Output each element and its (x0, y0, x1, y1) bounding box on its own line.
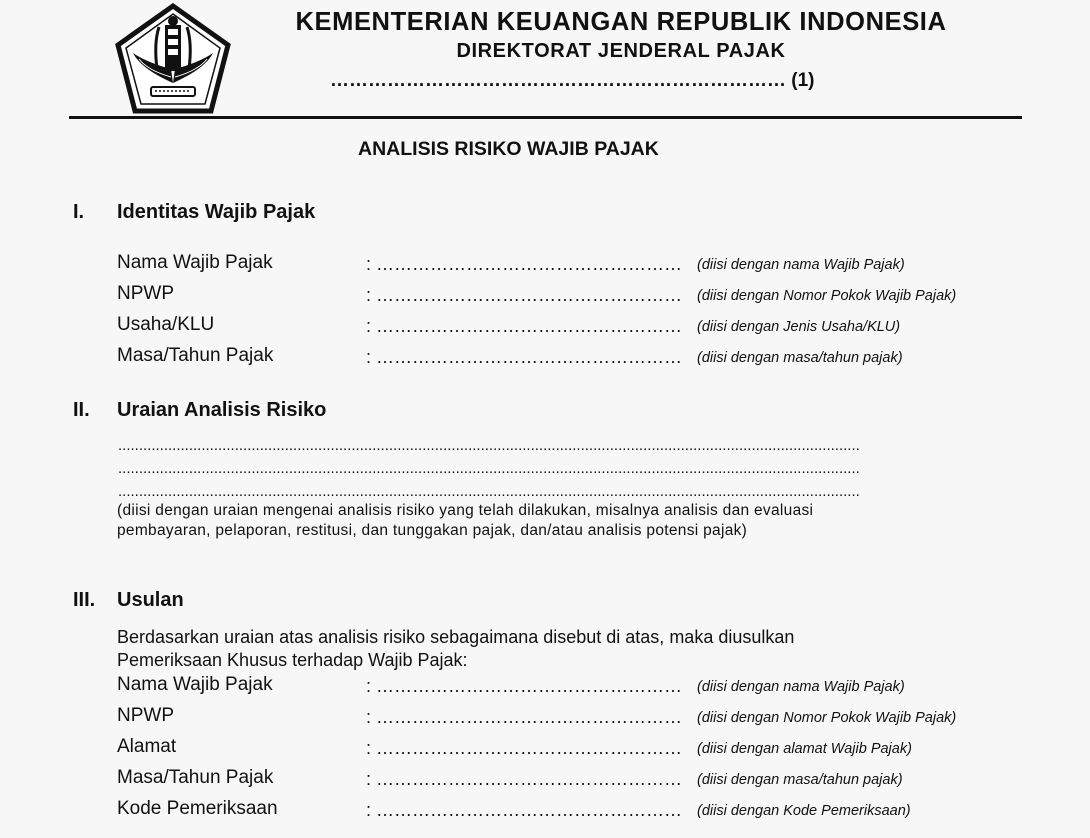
section-3-number: III. (73, 589, 96, 611)
field-hint: (diisi dengan Kode Pemeriksaan) (697, 803, 911, 819)
field-value: : …………………………………………… (366, 800, 683, 820)
field-value: : …………………………………………… (366, 769, 683, 789)
field-label: Nama Wajib Pajak (117, 674, 273, 695)
field-hint: (diisi dengan masa/tahun pajak) (697, 772, 903, 788)
field-label: Usaha/KLU (117, 314, 215, 335)
document-title: ANALISIS RISIKO WAJIB PAJAK (358, 138, 659, 160)
field-value: : …………………………………………… (366, 738, 683, 758)
section-1-title: Identitas Wajib Pajak (117, 201, 316, 223)
field-label: Masa/Tahun Pajak (117, 345, 274, 366)
header-divider (69, 116, 1022, 119)
section-2-note: (diisi dengan uraian mengenai analisis risiko yang telah dilakukan, misalnya analisis dan evaluasi (117, 502, 814, 519)
field-label: NPWP (117, 283, 174, 304)
section-2-number: II. (73, 399, 90, 421)
section-3-intro: Berdasarkan uraian atas analisis risiko sebagaimana disebut di atas, maka diusulkan (117, 627, 795, 647)
field-value: : …………………………………………… (366, 347, 683, 367)
blank-line: .................................................................................................................................................................................. (118, 460, 860, 477)
field-value: : …………………………………………… (366, 316, 683, 336)
field-hint: (diisi dengan masa/tahun pajak) (697, 350, 903, 366)
field-hint: (diisi dengan alamat Wajib Pajak) (697, 741, 912, 757)
blank-line: .................................................................................................................................................................................. (118, 437, 860, 454)
directorate-title: DIREKTORAT JENDERAL PAJAK (456, 40, 786, 62)
field-label: Masa/Tahun Pajak (117, 767, 274, 788)
field-hint: (diisi dengan Jenis Usaha/KLU) (697, 319, 901, 335)
ministry-title: KEMENTERIAN KEUANGAN REPUBLIK INDONESIA (295, 8, 947, 36)
field-label: Nama Wajib Pajak (117, 252, 273, 273)
field-label: Alamat (117, 736, 177, 757)
section-2-note: pembayaran, pelaporan, restitusi, dan tunggakan pajak, dan/atau analisis potensi pajak) (117, 522, 748, 539)
field-hint: (diisi dengan Nomor Pokok Wajib Pajak) (697, 710, 957, 726)
field-value: : …………………………………………… (366, 676, 683, 696)
section-2-title: Uraian Analisis Risiko (117, 399, 327, 421)
field-label: NPWP (117, 705, 174, 726)
field-hint: (diisi dengan Nomor Pokok Wajib Pajak) (697, 288, 957, 304)
section-3-title: Usulan (117, 589, 184, 611)
blank-line: .................................................................................................................................................................................. (118, 483, 860, 500)
field-hint: (diisi dengan nama Wajib Pajak) (697, 679, 905, 695)
field-value: : …………………………………………… (366, 285, 683, 305)
section-3-intro: Pemeriksaan Khusus terhadap Wajib Pajak: (117, 650, 468, 670)
field-value: : …………………………………………… (366, 254, 683, 274)
section-1-number: I. (73, 201, 85, 223)
ministry-emblem-logo (115, 3, 231, 115)
field-value: : …………………………………………… (366, 707, 683, 727)
office-line: ……………………………………………………………… (1) (330, 70, 815, 91)
field-label: Kode Pemeriksaan (117, 798, 278, 819)
field-hint: (diisi dengan nama Wajib Pajak) (697, 257, 905, 273)
